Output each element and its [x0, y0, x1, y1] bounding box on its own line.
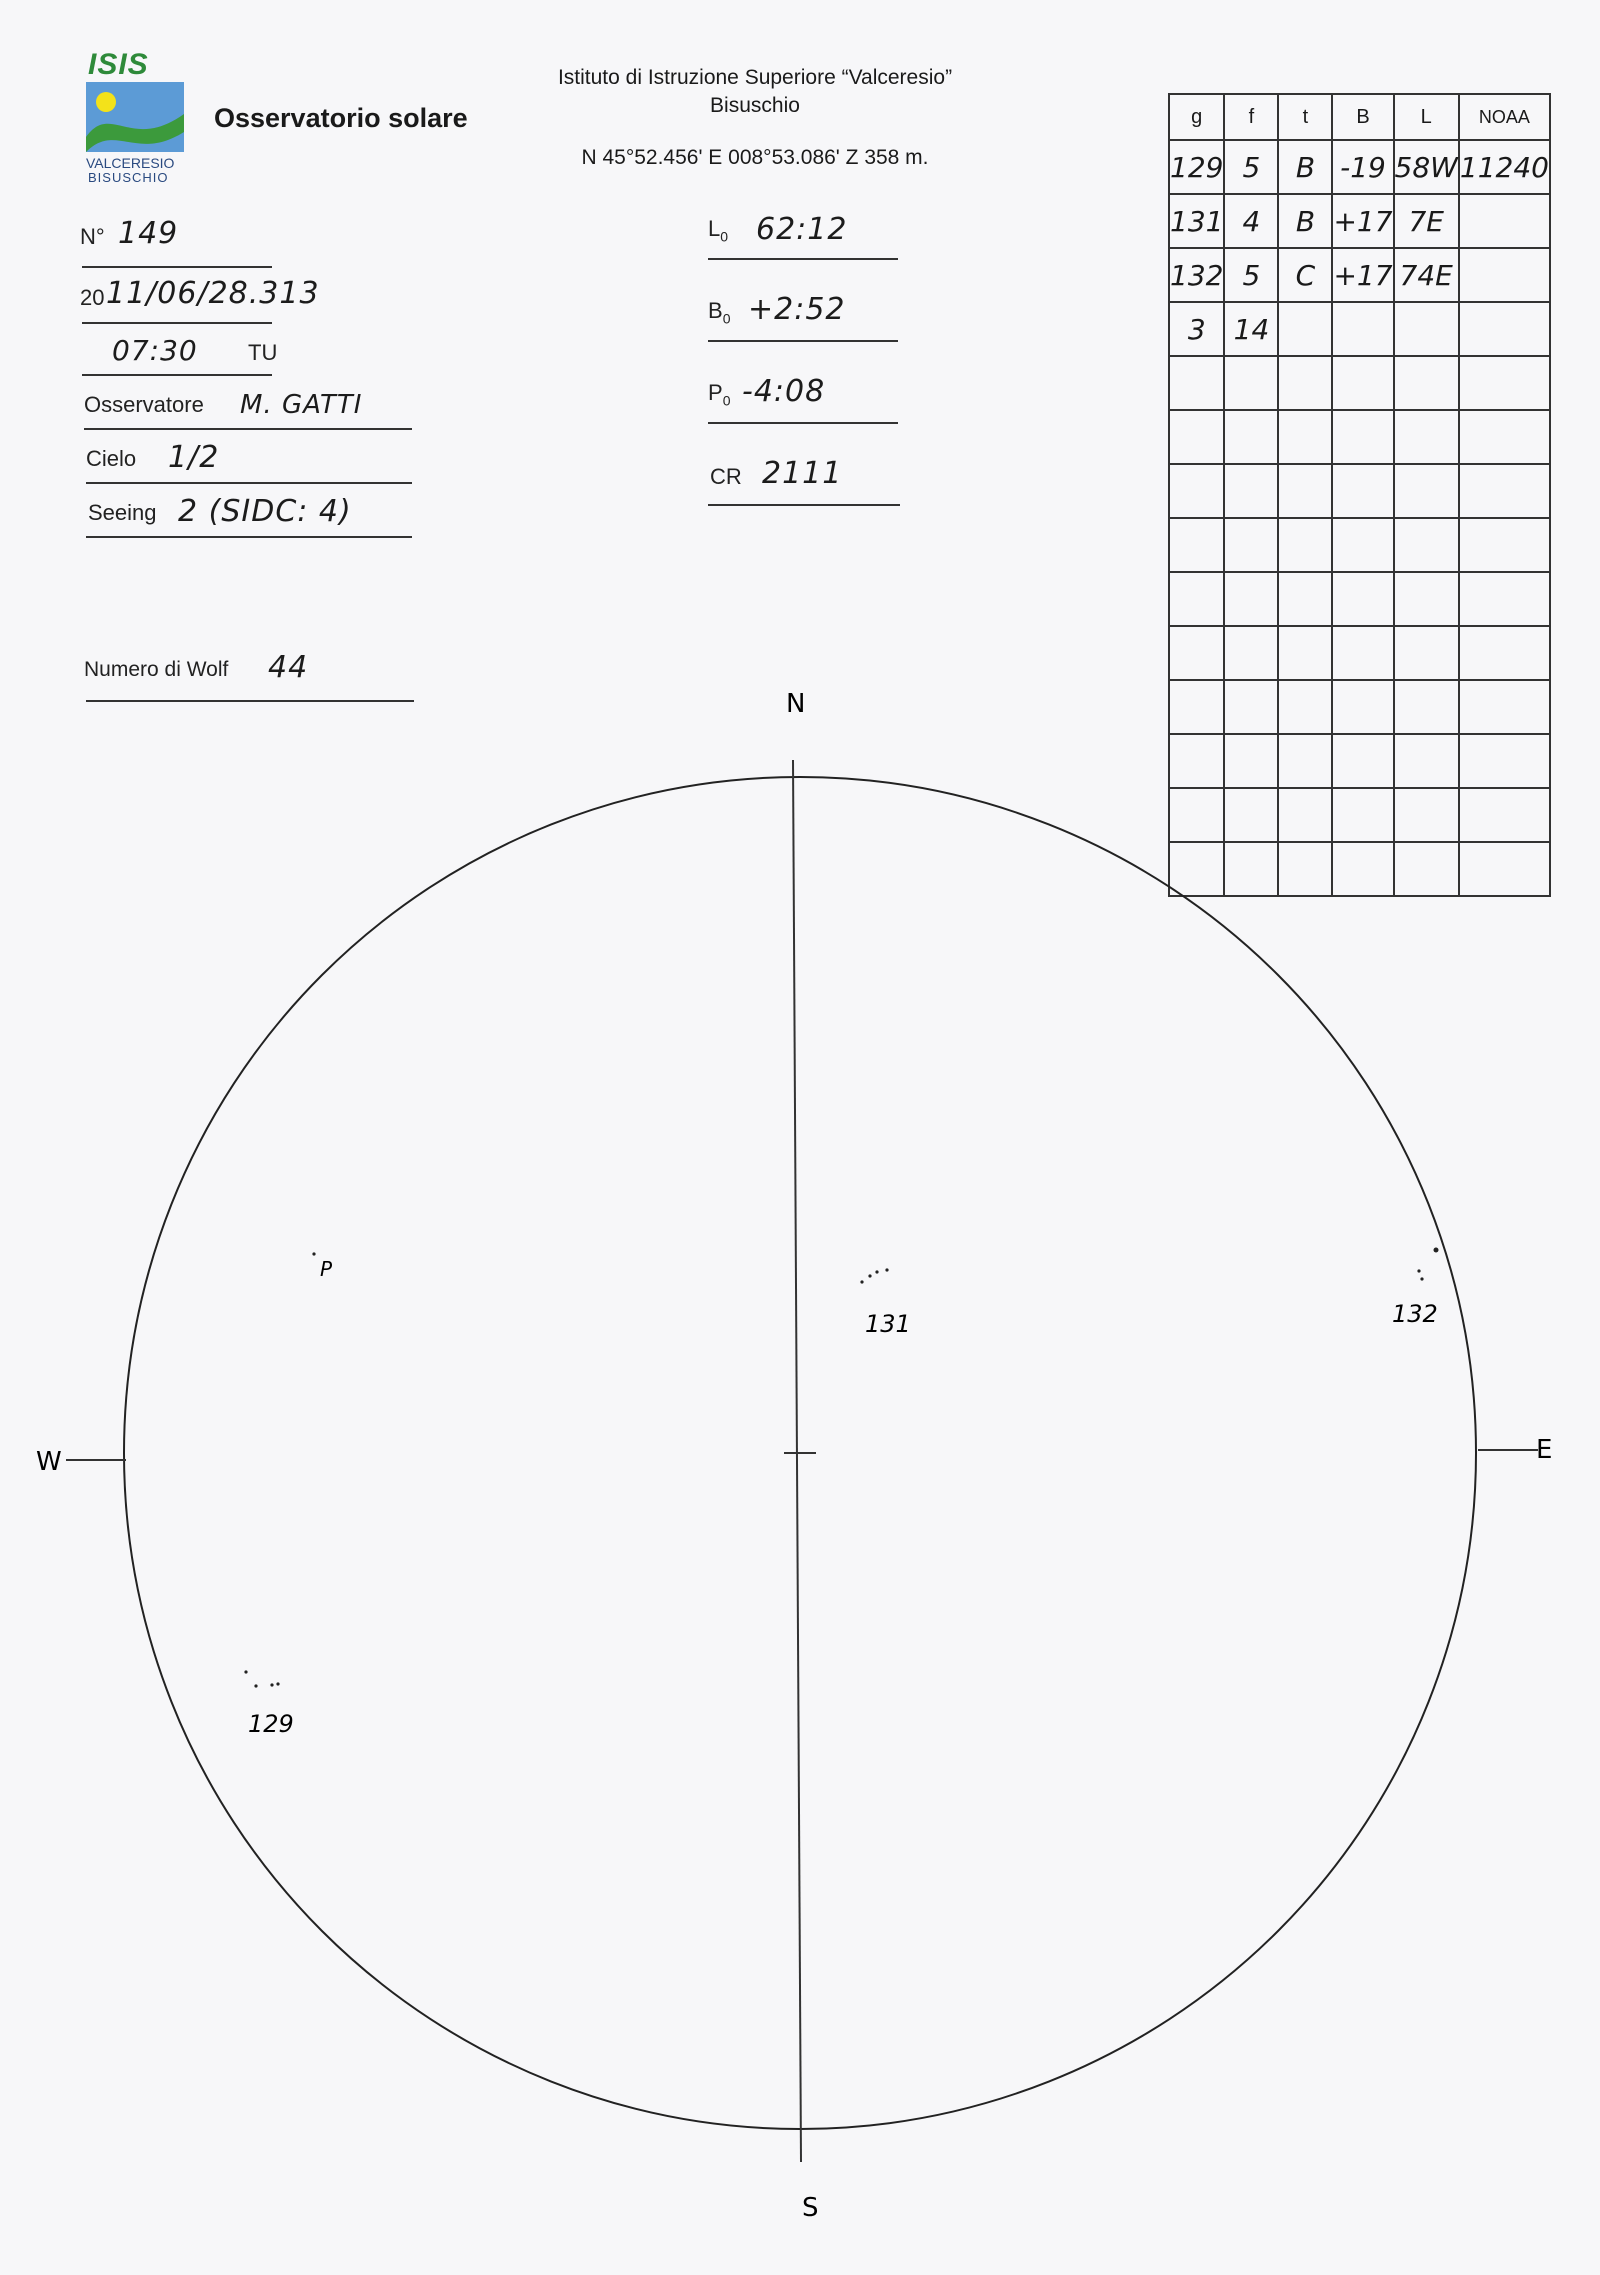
- spot: [875, 1270, 878, 1273]
- seeing-value: 2 (SIDC: 4): [178, 494, 352, 529]
- observer-value: M. GATTI: [240, 390, 363, 420]
- table-cell: 5: [1224, 248, 1278, 302]
- number-label: N°: [80, 224, 105, 249]
- B0-value: +2:52: [748, 292, 846, 327]
- B0-subscript: 0: [722, 310, 731, 327]
- CR-label: CR: [710, 464, 742, 489]
- spot: [244, 1670, 247, 1673]
- spot: [1417, 1269, 1420, 1272]
- P0-value: -4:08: [742, 374, 826, 409]
- spot: [254, 1684, 257, 1687]
- group-label-129: 129: [248, 1710, 294, 1738]
- CR-value: 2111: [762, 456, 843, 491]
- logo-wordmark: ISIS: [88, 48, 149, 81]
- spot: [885, 1268, 888, 1271]
- table-cell: +17: [1332, 248, 1393, 302]
- observer-label: Osservatore: [84, 392, 204, 417]
- sunspots-131: [860, 1268, 888, 1283]
- south-label: S: [802, 2193, 819, 2223]
- spot: [270, 1683, 273, 1686]
- P0-letter: P: [708, 380, 723, 405]
- header-f: f: [1224, 94, 1278, 140]
- header-L: L: [1394, 94, 1459, 140]
- time-unit: TU: [248, 340, 278, 365]
- table-cell: 7E: [1394, 194, 1459, 248]
- west-label: W: [36, 1447, 62, 1477]
- L0-subscript: 0: [720, 228, 729, 245]
- table-cell: C: [1278, 248, 1332, 302]
- spot: [860, 1280, 863, 1283]
- table-cell: 74E: [1394, 248, 1459, 302]
- table-cell: 4: [1224, 194, 1278, 248]
- header-noaa: NOAA: [1459, 94, 1550, 140]
- group-label-132: 132: [1392, 1300, 1438, 1328]
- header-g: g: [1169, 94, 1224, 140]
- wolf-value: 44: [268, 650, 309, 685]
- logo-caption-1: VALCERESIO: [86, 155, 175, 171]
- table-cell: 3: [1169, 302, 1224, 356]
- sunspots-129: [244, 1670, 279, 1687]
- L0-letter: L: [708, 216, 721, 241]
- mark-p-label: P: [320, 1257, 333, 1281]
- table-cell: 14: [1224, 302, 1278, 356]
- spot: [1434, 1248, 1439, 1253]
- table-cell: 131: [1169, 194, 1224, 248]
- group-label-131: 131: [865, 1310, 911, 1338]
- table-cell: 11240: [1459, 140, 1550, 194]
- number-value: 149: [118, 216, 179, 251]
- school-line-2: Bisuschio: [710, 94, 800, 117]
- header-t: t: [1278, 94, 1332, 140]
- north-label: N: [786, 689, 806, 719]
- table-cell: 132: [1169, 248, 1224, 302]
- header-B: B: [1332, 94, 1393, 140]
- table-cell: -19: [1332, 140, 1393, 194]
- table-cell: B: [1278, 140, 1332, 194]
- table-cell: 58W: [1394, 140, 1459, 194]
- school-line-1: Istituto di Istruzione Superiore “Valceresio”: [557, 66, 953, 89]
- table-cell: +17: [1332, 194, 1393, 248]
- logo-caption-2: BISUSCHIO: [88, 170, 169, 185]
- seeing-label: Seeing: [88, 500, 157, 525]
- B0-letter: B: [708, 298, 723, 323]
- observatory-title: Osservatorio solare: [214, 103, 468, 133]
- date-value: 11/06/28.313: [106, 276, 320, 311]
- sky-value: 1/2: [168, 440, 220, 475]
- sky-label: Cielo: [86, 446, 137, 471]
- L0-value: 62:12: [756, 212, 848, 247]
- time-value: 07:30: [112, 334, 198, 367]
- table-cell: B: [1278, 194, 1332, 248]
- spot: [1420, 1277, 1423, 1280]
- table-cell: 5: [1224, 140, 1278, 194]
- P0-subscript: 0: [722, 392, 731, 409]
- wolf-label: Numero di Wolf: [84, 658, 229, 681]
- central-meridian-line: [793, 760, 801, 2162]
- spot: [868, 1274, 871, 1277]
- sunspots-132: [1417, 1248, 1438, 1281]
- east-label: E: [1536, 1435, 1553, 1465]
- table-cell: 129: [1169, 140, 1224, 194]
- spot: [276, 1682, 279, 1685]
- date-prefix: 20: [80, 285, 105, 310]
- coordinates: N 45°52.456' E 008°53.086' Z 358 m.: [581, 146, 929, 169]
- spot: [312, 1252, 315, 1255]
